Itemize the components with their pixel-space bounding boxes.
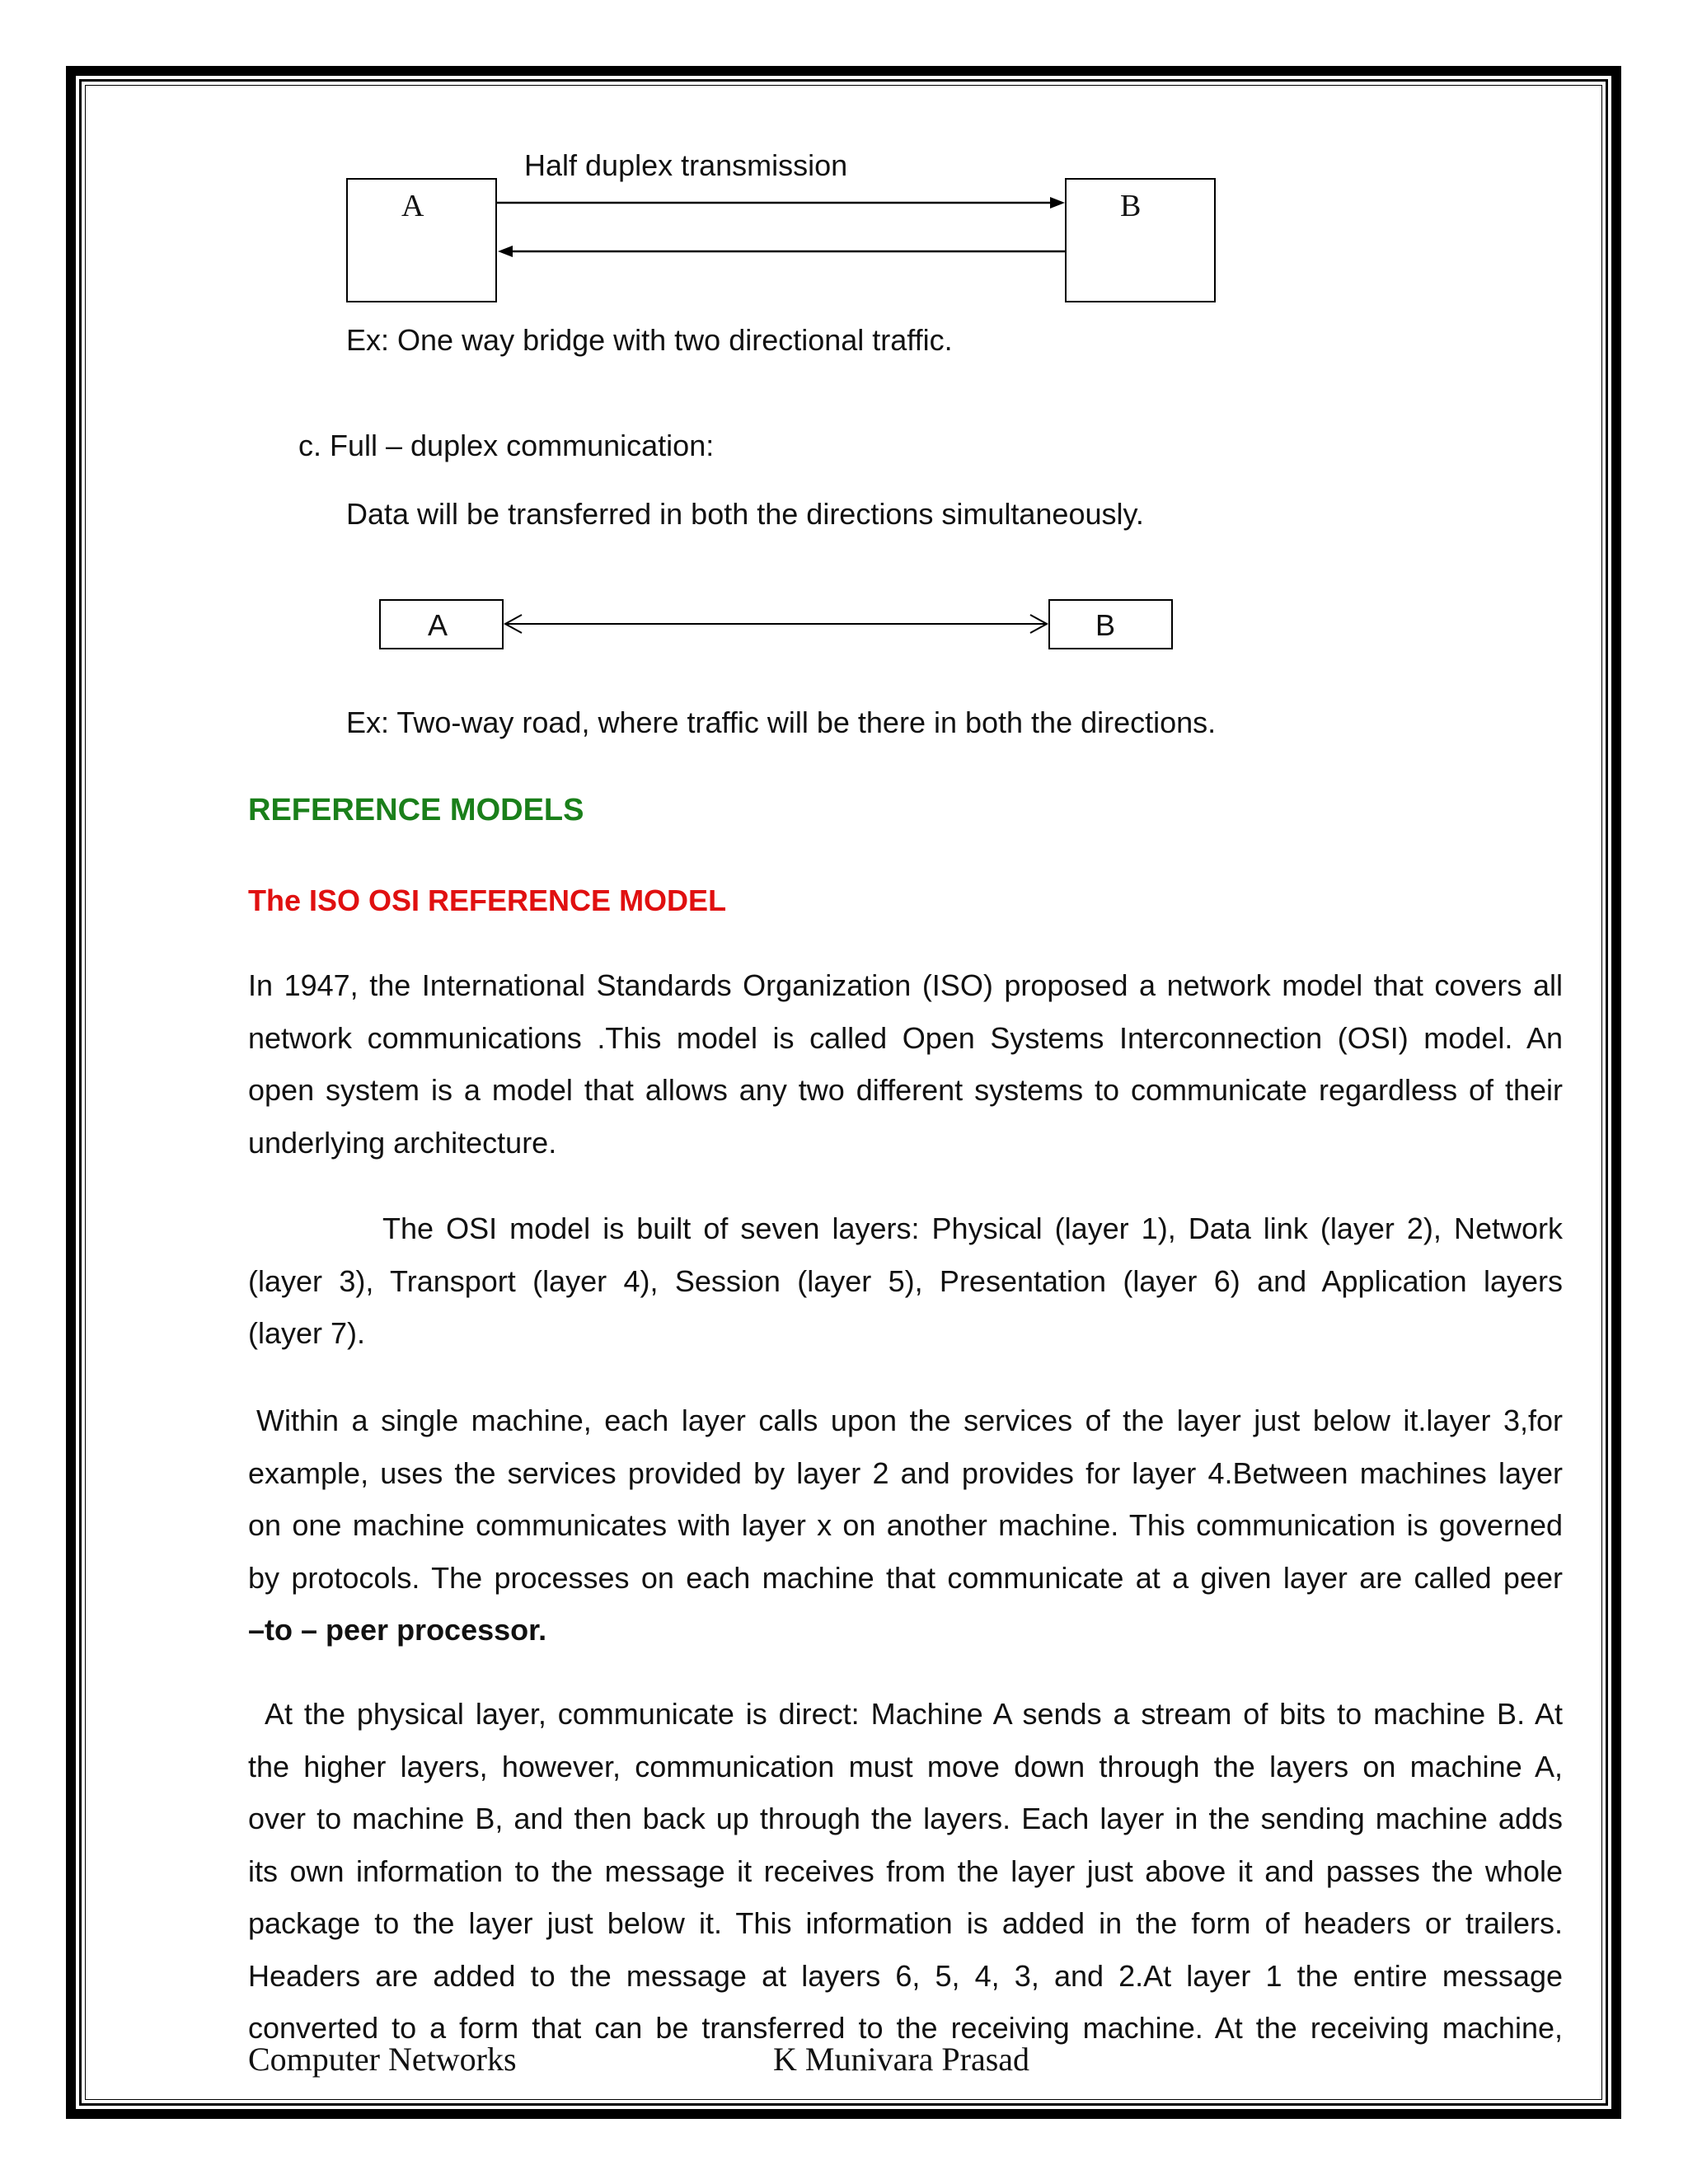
full-duplex-description: Data will be transferred in both the directions simultaneously. [346, 497, 1144, 531]
paragraph-line: over to machine B, and then back up through the layers. Each layer in the sending machine adds [248, 1802, 1563, 1835]
paragraph-line: example, uses the services provided by layer 2 and provides for layer 4.Between machines layer [248, 1455, 1563, 1490]
paragraph-line: package to the layer just below it. This information is added in the form of headers or trailers. [248, 1906, 1563, 1940]
paragraph-line: In 1947, the International Standards Organization (ISO) proposed a network model that covers all [248, 968, 1563, 1002]
footer-left: Computer Networks [248, 2041, 517, 2078]
node-a-label: A [428, 608, 448, 642]
paragraph-line: Headers are added to the message at layers 6, 5, 4, 3, and 2.At layer 1 the entire message [248, 1958, 1563, 1993]
half-duplex-title: Half duplex transmission [524, 148, 848, 182]
paragraph-line: its own information to the message it receives from the layer just above it and passes the whole [248, 1854, 1563, 1888]
paragraph-line: (layer 3), Transport (layer 4), Session (layer 5), Presentation (layer 6) and Application layers [248, 1263, 1563, 1298]
full-duplex-heading: c. Full – duplex communication: [298, 429, 715, 462]
paragraph-line: by protocols. The processes on each machine that communicate at a given layer are called peer [248, 1560, 1563, 1595]
half-duplex-example: Ex: One way bridge with two directional traffic. [346, 323, 953, 357]
paragraph-line: converted to a form that can be transferred to the receiving machine. At the receiving machine, [248, 2011, 1563, 2045]
paragraph-osi-intro [248, 959, 1563, 1169]
paragraph-line: open system is a model that allows any two different systems to communicate regardless of their [248, 1073, 1563, 1107]
paragraph-line: (layer 7). [248, 1316, 366, 1350]
paragraph-line: underlying architecture. [248, 1125, 557, 1160]
subheading-iso-osi: The ISO OSI REFERENCE MODEL [248, 883, 727, 917]
paragraph-line: the higher layers, however, communication must move down through the layers on machine A, [248, 1749, 1563, 1783]
footer-center: K Munivara Prasad [773, 2041, 1030, 2078]
paragraph-physical-layer [248, 1688, 1563, 2055]
paragraph-seven-layers [248, 1202, 1563, 1360]
node-b-label: B [1095, 608, 1116, 642]
paragraph-line: The OSI model is built of seven layers: Physical (layer 1), Data link (layer 2), Network [382, 1212, 1563, 1245]
paragraph-line: network communications .This model is called Open Systems Interconnection (OSI) model. An [248, 1020, 1563, 1055]
paragraph-line: Within a single machine, each layer calls upon the services of the layer just below it.layer 3,for [256, 1404, 1563, 1437]
paragraph-line: on one machine communicates with layer x on another machine. This communication is governed [248, 1508, 1563, 1542]
paragraph-layer-services [248, 1394, 1563, 1657]
node-b-label: B [1120, 189, 1142, 223]
paragraph-line: At the physical layer, communicate is direct: Machine A sends a stream of bits to machine B. At [265, 1697, 1563, 1731]
node-a-label: A [401, 189, 424, 223]
full-duplex-example: Ex: Two-way road, where traffic will be there in both the directions. [346, 705, 1217, 739]
paragraph-line-bold: –to – peer processor. [248, 1613, 547, 1647]
section-heading-reference-models: REFERENCE MODELS [248, 793, 584, 827]
